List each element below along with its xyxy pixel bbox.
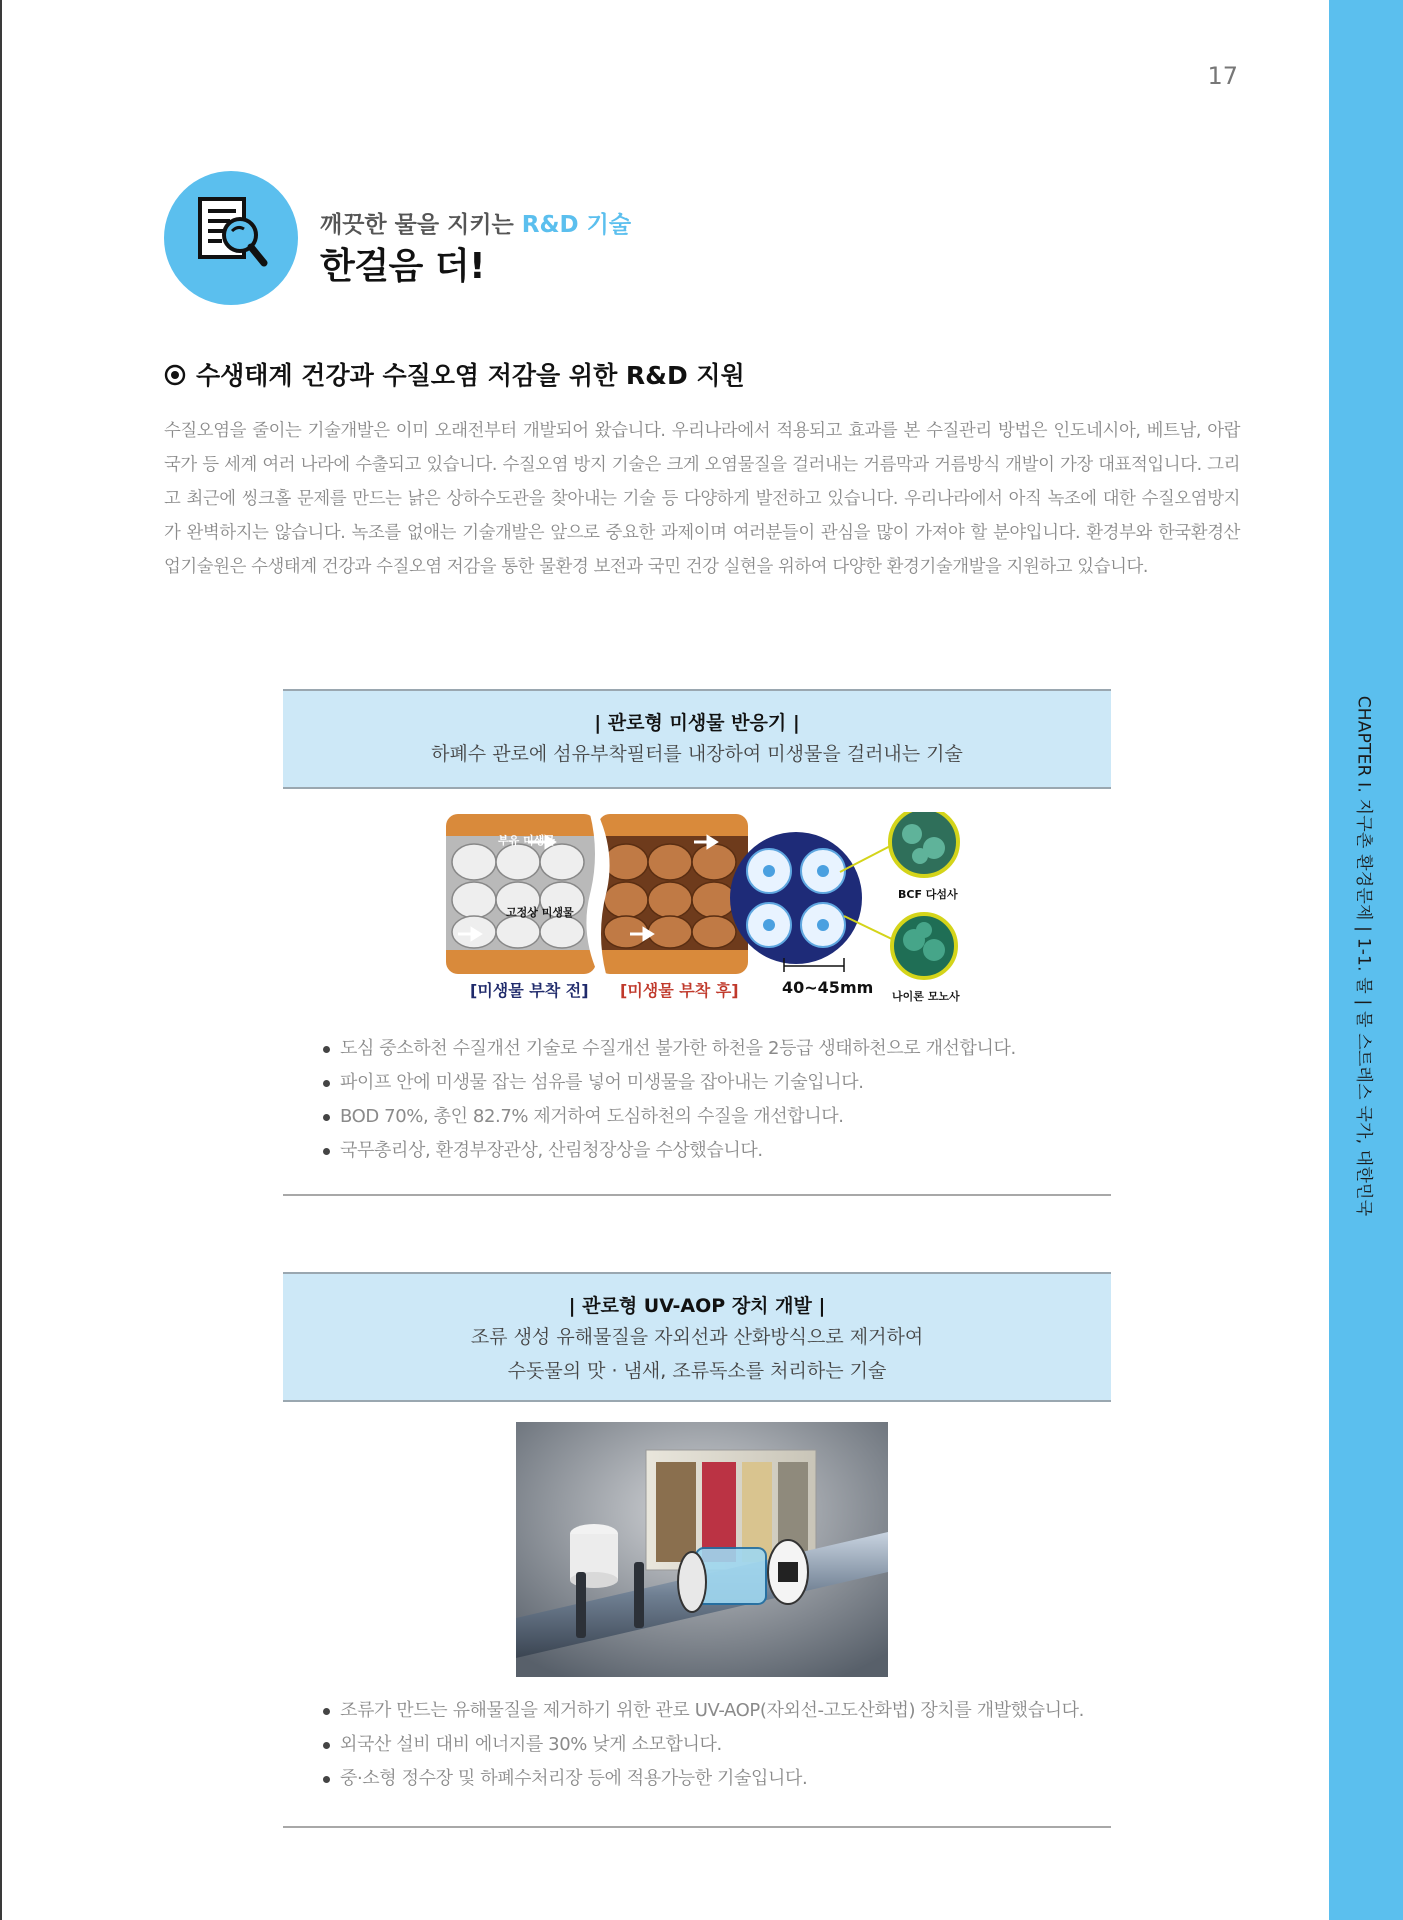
chapter-label: CHAPTER I. 지구촌 환경문제 | 1-1. 물 | 물 스트레스 국가, 대한민국 [1353, 695, 1374, 1217]
box2-description-line1: 조류 생성 유해물질을 자외선과 산화방식으로 제거하여 [470, 1326, 924, 1348]
box2-header [283, 1272, 1111, 1402]
box2-title: | 관로형 UV-AOP 장치 개발 | [568, 1295, 826, 1317]
target-bullet-icon [164, 363, 186, 385]
section-title: 수생태계 건강과 수질오염 저감을 위한 R&D 지원 [164, 356, 745, 392]
uv-aop-device-photo [516, 1422, 888, 1677]
list-item: BOD 70%, 총인 82.7% 제거하여 도심하천의 수질을 개선합니다. [320, 1100, 1016, 1134]
box2-bottom-rule [283, 1826, 1111, 1828]
list-item: 중·소형 정수장 및 하폐수처리장 등에 적용가능한 기술입니다. [320, 1762, 1084, 1796]
list-item: 외국산 설비 대비 에너지를 30% 낮게 소모합니다. [320, 1728, 1084, 1762]
box1-header [283, 689, 1111, 789]
floating-microbe-label: 부유 미생물 [498, 834, 555, 847]
list-item: 조류가 만드는 유해물질을 제거하기 위한 관로 UV-AOP(자외선-고도산화법) 장치를 개발했습니다. [320, 1694, 1084, 1728]
box1-bullets [320, 1032, 1016, 1168]
document-search-icon [164, 171, 298, 305]
list-item: 도심 중소하천 수질개선 기술로 수질개선 불가한 하천을 2등급 생태하천으로 개선합니다. [320, 1032, 1016, 1066]
nylon-label: 나이론 모노사 [892, 990, 960, 1003]
size-label: 40~45mm [782, 978, 874, 997]
header-title: 한걸음 더! [320, 246, 486, 287]
header-subtitle: 깨끗한 물을 지키는 R&D 기술 [320, 212, 632, 238]
box2-bullets [320, 1694, 1084, 1796]
list-item: 국무총리상, 환경부장관상, 산림청장상을 수상했습니다. [320, 1134, 1016, 1168]
list-item: 파이프 안에 미생물 잡는 섬유를 넣어 미생물을 잡아내는 기술입니다. [320, 1066, 1016, 1100]
page-number: 17 [1207, 62, 1238, 90]
left-edge-rule [0, 0, 2, 1920]
box2-description-line2: 수돗물의 맛 · 냄새, 조류독소를 처리하는 기술 [507, 1360, 887, 1382]
before-label: [미생물 부착 전] [470, 981, 589, 1000]
bcf-label: BCF 다섬사 [898, 888, 958, 901]
intro-paragraph: 수질오염을 줄이는 기술개발은 이미 오래전부터 개발되어 왔습니다. 우리나라에서 적용되고 효과를 본 수질관리 방법은 인도네시아, 베트남, 아랍국가 등 세계 여러 나라에 수출되고 있습니다. 수질오염 방지 기술은 크게 오염물질을 걸러내는 거름막과 거름방식 개발이 가장 대표적입니다. 그리고 최근에 씽크홀 문제를 만드는 낡은 상하수도관을 찾아내는 기술 등 다양하게 발전하고 있습니다. 우리나라에서 아직 녹조에 대한 수질오염방지가 완벽하지는 않습니다. 녹조를 없애는 기술개발은 앞으로 중요한 과제이며 여러분들이 관심을 많이 가져야 할 분야입니다. 환경부와 한국환경산업기술원은 수생태계 건강과 수질오염 저감을 통한 물환경 보전과 국민 건강 실현을 위하여 다양한 환경기술개발을 지원하고 있습니다. [164, 421, 1240, 577]
box1-description: 하폐수 관로에 섬유부착필터를 내장하여 미생물을 걸러내는 기술 [431, 743, 963, 765]
fixed-microbe-label: 고정상 미생물 [506, 906, 574, 919]
pipe-reactor-diagram [440, 812, 970, 1012]
box1-title: | 관로형 미생물 반응기 | [594, 712, 800, 734]
after-label: [미생물 부착 후] [620, 981, 739, 1000]
box1-bottom-rule [283, 1194, 1111, 1196]
